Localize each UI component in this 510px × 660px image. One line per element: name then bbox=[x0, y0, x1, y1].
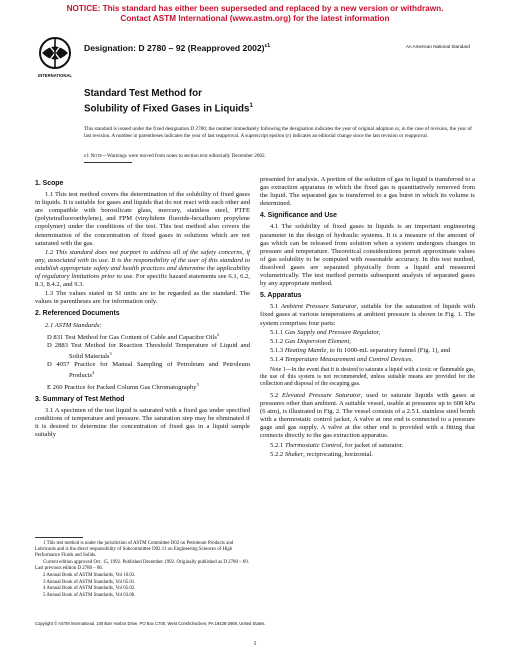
notice-line-2: Contact ASTM International (www.astm.org) for the latest information bbox=[120, 14, 390, 23]
para-1-2: 1.2 This standard does not purport to address all of the safety concerns, if any, associated with its use. It is the responsibility of the user of this standard to establish appropriate safety and health practices and determine the applicability of regulatory limitations prior to use. For specific hazard statements see 6.1, 6.2, 8.3, 8.4.2, and 9.3. bbox=[35, 248, 250, 289]
standard-intro: This standard is issued under the fixed designation D 2780; the number immediately following the designation indicates the year of original adoption or, in the case of revision, the year of last revision. A number in parentheses indicates the year of last reapproval. A superscript epsilon (ε) indicates an editorial change since the last revision or reapproval. bbox=[84, 126, 472, 139]
editorial-note: ε1 Note—Warnings were moved from notes to section text editorially December 2002. bbox=[84, 153, 266, 159]
section-significance-heading: 4. Significance and Use bbox=[260, 212, 337, 220]
para-1-1: 1.1 This test method covers the determination of the solubility of fixed gases in liquids. It is suitable for gases and liquids that do not react with each other and are compatible with borosilicate glass, mercury, stainless steel, PTFE (polytetrafluoroethylene), and FPM (vinylidene fluoride-hexafluoro propylene copolymer) under the conditions of the test. This test method also covers the determination of the concentration of fixed gases in solutions which are not saturated with the gas. bbox=[35, 191, 250, 247]
para-5-1-2: 5.1.2 Gas Dispersion Element, bbox=[270, 337, 351, 345]
para-5-2-1: 5.2.1 Thermostatic Control, for jacket of saturator. bbox=[270, 441, 404, 449]
title-line-2: Solubility of Fixed Gases in Liquids$^1$ bbox=[84, 103, 253, 115]
para-2-1: 2.1 ASTM Standards: bbox=[45, 321, 102, 329]
document-title bbox=[84, 88, 253, 115]
footnote: 3 Annual Book of ASTM Standards, Vol 05.01. bbox=[43, 579, 136, 585]
copyright: Copyright © ASTM International, 100 Barr Harbor Drive, PO Box C700, West Conshohocken, PA 19428-2959, United States. bbox=[35, 621, 266, 626]
right-column bbox=[260, 176, 475, 460]
ref-e260: E 260 Practice for Packed Column Gas Chromatography$^5$ bbox=[47, 381, 199, 391]
american-national-standard-label: An American National Standard bbox=[405, 44, 470, 49]
section-referenced-docs-heading: 2. Referenced Documents bbox=[35, 310, 120, 318]
page-number: 1 bbox=[253, 640, 257, 647]
title-line-1: Standard Test Method for bbox=[84, 88, 202, 99]
withdrawal-notice bbox=[0, 4, 510, 24]
footnote: 5 Annual Book of ASTM Standards, Vol 03.06. bbox=[43, 593, 136, 599]
footnote: 2 Annual Book of ASTM Standards, Vol 10.03. bbox=[43, 573, 136, 579]
para-5-1-4: 5.1.4 Temperature Measurement and Control Devices. bbox=[270, 355, 413, 363]
para-1-3: 1.3 The values stated in SI units are to be regarded as the standard. The values in parentheses are for information only. bbox=[35, 290, 250, 306]
ref-d4057: D 4057 Practice for Manual Sampling of Petroleum and Petroleum Products$^4$ bbox=[47, 361, 250, 380]
notice-line-1: NOTICE: This standard has either been superseded and replaced by a new version or withdrawn. bbox=[66, 4, 444, 13]
para-3-1: 3.1 A specimen of the test liquid is saturated with a fixed gas under specified conditions of temperature and pressure. The saturation step may be eliminated if it is desired to determine the concentration of fixed gas in a liquid sample suitably bbox=[35, 407, 250, 439]
para-5-1: 5.1 Ambient Pressure Saturator, suitable for the saturation of liquids with fixed gases at various temperatures at ambient pressure is shown in Fig. 1. The system comprises four parts: bbox=[260, 303, 475, 327]
designation: Designation: D 2780 – 92 (Reapproved 2002)$^{\varepsilon 1}$ bbox=[84, 43, 271, 53]
ref-d831: D 831 Test Method for Gas Content of Cable and Capacitor Oils$^2$ bbox=[47, 331, 220, 341]
para-5-1-1: 5.1.1 Gas Supply and Pressure Regulator, bbox=[270, 328, 381, 336]
footnote: Current edition approved Oct. 15, 1992. Published December 1992. Originally published as D 2780 – 69. Last previous edition D 2780 – 86. bbox=[35, 560, 249, 572]
header-rule bbox=[84, 162, 132, 163]
section-apparatus-heading: 5. Apparatus bbox=[260, 292, 302, 300]
astm-logo bbox=[38, 36, 72, 80]
note-1: Note 1—In the event that it is desired to saturate a liquid with a toxic or flammable gas, the use of this system is not recommended, unless suitable means are provided for the collection and disposal of the escaping gas. bbox=[260, 366, 475, 387]
ref-d2883: D 2883 Test Method for Reaction Threshold Temperature of Liquid and Solid Materials$^3$ bbox=[47, 341, 250, 361]
section-summary-heading: 3. Summary of Test Method bbox=[35, 395, 125, 403]
para-5-2: 5.2 Elevated Pressure Saturator, used to saturate liquids with gases at pressures other than ambient. A suitable vessel, usable at pressures up to 608 kPa (6 atm), is illustrated in Fig. 2. The vessel consists of a 2.5 L stainless steel bomb with a thermostatic control jacket. A valve at one end is connected to a pressure gage and gas supply. A valve at the other end is provided with a fitting that connects directly to the gas extraction apparatus. bbox=[260, 391, 475, 440]
footnote-rule bbox=[35, 537, 83, 538]
footnotes bbox=[35, 541, 250, 600]
footnote: 4 Annual Book of ASTM Standards, Vol 05.02. bbox=[43, 586, 136, 592]
para-3-1-continued: presented for analysis. A portion of the solution of gas in liquid is transferred to a gas extraction apparatus in which the fixed gas is quantitatively removed from the liquid. The separated gas is transferred to a gas buret in which its volume is determined. bbox=[260, 176, 475, 208]
para-4-1: 4.1 The solubility of fixed gases in liquids is an important engineering parameter in the design of hydraulic systems. It is a measure of the amount of gas which can be released from solution when a system undergoes changes in pressure and temperature. Theoretical considerations permit approximate values of gas solubility to be computed with reasonable accuracy. In this test method, dissolved gases are separated physically from a liquid and measured volumetrically. The test method permits subsequent analysis of separated gases by any appropriate method. bbox=[260, 223, 475, 288]
logo-text: INTERNATIONAL bbox=[38, 73, 72, 78]
para-5-2-2: 5.2.2 Shaker, reciprocating, horizontal. bbox=[270, 450, 373, 458]
footnote: 1 This test method is under the jurisdiction of ASTM Committee D02 on Petroleum Products and Lubricants and is the direct responsibility of Subcommittee D02.11 on Engineering Sciences of High Performance Fluids and Solids. bbox=[35, 541, 234, 559]
left-column bbox=[35, 176, 250, 440]
section-scope-heading: 1. Scope bbox=[35, 180, 64, 187]
para-5-1-3: 5.1.3 Heating Mantle, to fit 1000-mL separatory funnel (Fig. 1), and bbox=[270, 346, 451, 354]
